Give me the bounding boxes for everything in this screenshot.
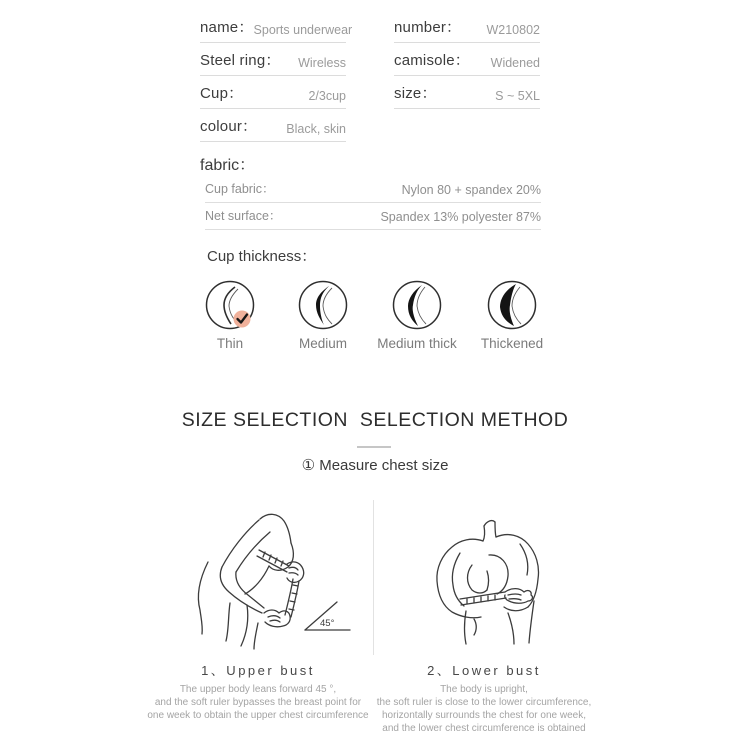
lower-bust-line-4: and the lower chest circumference is obtained <box>382 723 586 734</box>
size-selection-heading: SIZE SELECTION SELECTION METHOD <box>181 409 569 431</box>
spec-row-colour <box>200 117 346 142</box>
fabric-label-net-surface: Net surface： <box>205 209 282 223</box>
upper-bust-line-2: and the soft ruler bypasses the breast point for <box>154 697 362 708</box>
cup-thickness-option-medium-thick <box>371 279 463 351</box>
spec-value-camisole: Widened <box>490 56 540 70</box>
upper-bust-line-3: one week to obtain the upper chest circumference <box>147 710 369 721</box>
measure-chest-size-title: ① Measure chest size <box>301 457 449 474</box>
spec-label-name: name： <box>200 19 254 36</box>
lower-bust-description <box>361 683 607 735</box>
spec-row-number <box>394 18 540 43</box>
upper-bust-caption: 1、Upper bust <box>201 663 315 678</box>
spec-value-size: S ~ 5XL <box>495 89 540 103</box>
lower-bust-caption: 2、Lower bust <box>427 663 541 678</box>
upper-bust-measure-illustration <box>190 505 360 660</box>
spec-row-name <box>200 18 353 43</box>
cup-thickness-title: Cup thickness： <box>207 248 317 265</box>
fabric-row-cup-fabric <box>205 180 541 203</box>
spec-value-number: W210802 <box>486 23 540 37</box>
fabric-value-net-surface: Spandex 13% polyester 87% <box>380 210 541 224</box>
fabric-row-net-surface <box>205 207 541 230</box>
fabric-value-cup-fabric: Nylon 80 + spandex 20% <box>401 183 541 197</box>
lower-bust-line-3: horizontally surrounds the chest for one week, <box>382 710 586 721</box>
cup-thickness-label-medium: Medium <box>298 336 347 351</box>
check-icon <box>234 311 251 328</box>
spec-row-camisole <box>394 51 540 76</box>
spec-row-size <box>394 84 540 109</box>
cup-medium-thick-icon <box>391 279 443 331</box>
spec-label-camisole: camisole： <box>394 52 470 69</box>
spec-value-colour: Black, skin <box>286 122 346 136</box>
lower-bust-line-2: the soft ruler is close to the lower circumference, <box>376 697 592 708</box>
spec-row-cup <box>200 84 346 109</box>
spec-label-size: size： <box>394 85 437 102</box>
spec-value-name: Sports underwear <box>253 23 353 37</box>
angle-45-label: 45° <box>320 618 335 629</box>
cup-thickness-label-thickened: Thickened <box>480 336 544 351</box>
upper-bust-description <box>135 683 381 722</box>
lower-bust-line-1: The body is upright, <box>440 684 528 695</box>
spec-value-steel-ring: Wireless <box>298 56 346 70</box>
cup-thin-icon <box>204 279 256 331</box>
fabric-label-cup-fabric: Cup fabric： <box>205 182 275 196</box>
spec-label-number: number： <box>394 19 462 36</box>
spec-label-steel-ring: Steel ring： <box>200 52 281 69</box>
spec-label-colour: colour： <box>200 118 258 135</box>
heading-divider <box>357 446 391 448</box>
spec-row-steel-ring <box>200 51 346 76</box>
column-divider <box>373 500 374 655</box>
lower-bust-measure-illustration <box>410 513 590 658</box>
spec-value-cup: 2/3cup <box>308 89 346 103</box>
spec-label-cup: Cup： <box>200 85 244 102</box>
cup-thickened-icon <box>486 279 538 331</box>
cup-thickness-option-medium <box>277 279 369 351</box>
cup-medium-icon <box>297 279 349 331</box>
cup-thickness-option-thin <box>184 279 276 351</box>
cup-thickness-option-thickened <box>466 279 558 351</box>
upper-bust-line-1: The upper body leans forward 45 °, <box>179 684 337 695</box>
cup-thickness-label-thin: Thin <box>216 336 244 351</box>
cup-thickness-label-medium-thick: Medium thick <box>377 336 457 351</box>
fabric-section-title: fabric： <box>200 157 256 174</box>
